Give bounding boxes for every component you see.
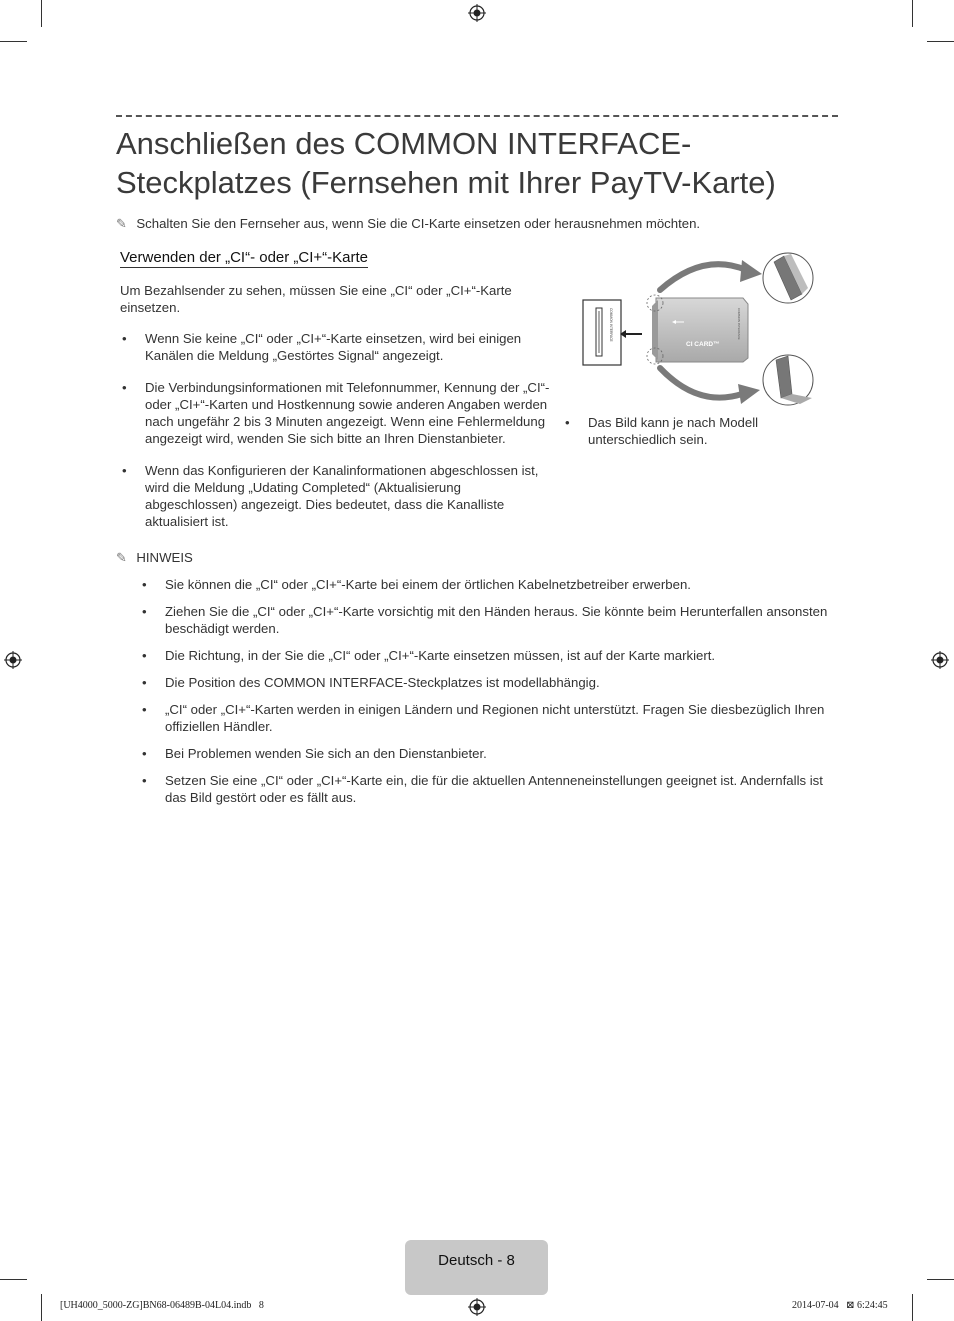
crop-mark <box>0 1279 27 1280</box>
ci-card <box>656 298 748 362</box>
registration-mark-icon <box>931 651 949 669</box>
list-item: • Die Position des COMMON INTERFACE-Steckplatzes ist modellabhängig. <box>140 674 845 691</box>
list-item: • Ziehen Sie die „CI“ oder „CI+“-Karte vorsichtig mit den Händen heraus. Sie könnte beim Herunterfallen ansonsten beschädigt werden. <box>140 603 845 637</box>
hinweis-label: HINWEIS <box>136 550 193 565</box>
registration-mark-icon <box>468 1298 486 1316</box>
page-title-line1: Anschließen des COMMON INTERFACE- <box>116 126 692 161</box>
card-edge-label: COMMON INTERFACE <box>737 308 741 340</box>
crop-mark <box>41 0 42 27</box>
figure-caption-list <box>563 414 793 448</box>
ci-card-illustration <box>578 248 822 406</box>
slot-label: COMMON INTERFACE <box>609 308 613 342</box>
pencil-icon: ✎ <box>116 216 127 231</box>
list-item: • Wenn Sie keine „CI“ oder „CI+“-Karte einsetzen, wird bei einigen Kanälen die Meldung „Gestörtes Signal“ angezeigt. <box>120 330 550 364</box>
crop-mark <box>41 1294 42 1321</box>
section-bullet-list <box>120 330 550 530</box>
figure-caption: • Das Bild kann je nach Modell unterschiedlich sein. <box>563 414 793 448</box>
list-item: • „CI“ oder „CI+“-Karten werden in einigen Ländern und Regionen nicht unterstützt. Fragen Sie diesbezüglich Ihren offiziellen Händler. <box>140 701 845 735</box>
section-intro: Um Bezahlsender zu sehen, müssen Sie eine „CI“ oder „CI+“-Karte einsetzen. <box>120 283 512 315</box>
curved-arrow-top <box>660 264 746 290</box>
crop-mark <box>912 0 913 27</box>
pencil-icon: ✎ <box>116 550 127 565</box>
hinweis-header <box>116 549 193 567</box>
registration-mark-icon <box>4 651 22 669</box>
card-label: CI CARD™ <box>686 341 720 348</box>
crop-mark <box>927 41 954 42</box>
crop-mark <box>927 1279 954 1280</box>
section-heading: Verwenden der „CI“- oder „CI+“-Karte <box>120 249 369 266</box>
top-note-text: Schalten Sie den Fernseher aus, wenn Sie die CI-Karte einsetzen oder herausnehmen möchten. <box>136 216 701 231</box>
page-title <box>116 124 856 202</box>
curved-arrow-bottom <box>660 368 742 398</box>
list-item: • Wenn das Konfigurieren der Kanalinformationen abgeschlossen ist, wird die Meldung „Udating Completed“ (Aktualisierung abgeschlossen) angezeigt. Dies bedeutet, dass die Kanalliste aktualisiert ist. <box>120 462 550 530</box>
top-note <box>116 215 846 233</box>
list-item: • Bei Problemen wenden Sie sich an den Dienstanbieter. <box>140 745 845 762</box>
print-timestamp: 2014-07-04 ⊠ 6:24:45 <box>792 1300 888 1311</box>
page-number: Deutsch - 8 <box>438 1252 515 1269</box>
title-divider <box>116 115 838 117</box>
file-info: [UH4000_5000-ZG]BN68-06489B-04L04.indb 8 <box>60 1300 264 1311</box>
crop-mark <box>912 1294 913 1321</box>
list-item: • Die Richtung, in der Sie die „CI“ oder „CI+“-Karte einsetzen müssen, ist auf der Karte markiert. <box>140 647 845 664</box>
page-title-line2: Steckplatzes (Fernsehen mit Ihrer PayTV-Karte) <box>116 165 776 200</box>
list-item: • Die Verbindungsinformationen mit Telefonnummer, Kennung der „CI“- oder „CI+“-Karten und Hostkennung sowie anderen Angaben werden nach ungefähr 2 bis 3 Minuten angezeigt. Wenn eine Fehlermeldung angezeigt wird, wenden Sie sich bitte an Ihren Dienstanbieter. <box>120 379 550 447</box>
crop-mark <box>0 41 27 42</box>
list-item: • Setzen Sie eine „CI“ oder „CI+“-Karte ein, die für die aktuellen Antenneneinstellungen geeignet ist. Andernfalls ist das Bild gestört oder es fällt aus. <box>140 772 845 806</box>
hinweis-bullet-list <box>140 576 845 806</box>
list-item: • Sie können die „CI“ oder „CI+“-Karte bei einem der örtlichen Kabelnetzbetreiber erwerben. <box>140 576 845 593</box>
registration-mark-icon <box>468 4 486 22</box>
